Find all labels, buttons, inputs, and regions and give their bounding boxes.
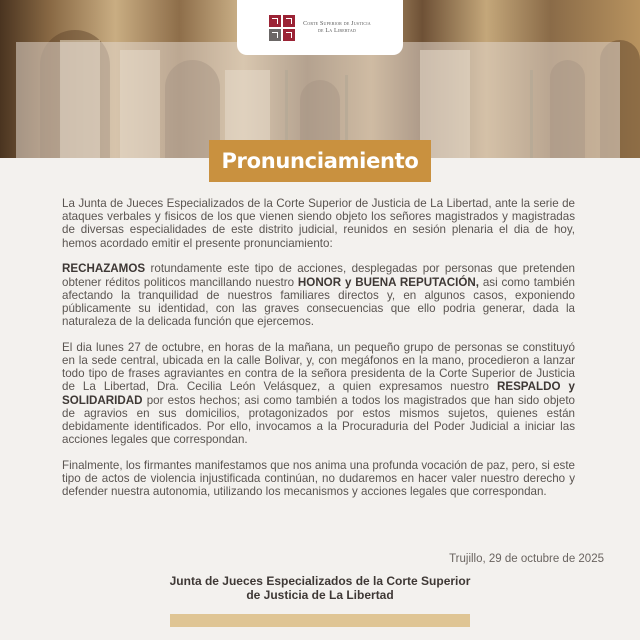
decorative-bar xyxy=(170,614,470,627)
paragraph-intro: La Junta de Jueces Especializados de la Corte Superior de Justicia de La Libertad, ante la serie de ataques verbales y fisicos de los que vienen siendo objeto los señores magistrados y magistradas de diversas especialidades de este distrito judicial, reunidos en sesión plenaria el dia de hoy, hemos acordado emitir el presente pronunciamiento: xyxy=(62,197,575,250)
logo-card xyxy=(237,0,403,55)
court-logo-icon xyxy=(269,15,295,41)
signature-line-2: de Justicia de La Libertad xyxy=(246,588,394,602)
paragraph-events: El dia lunes 27 de octubre, en horas de la mañana, un pequeño grupo de personas se constituyó en la sede central, ubicada en la calle Bolivar, y, con megáfonos en la mano, procedieron a lanzar todo tipo de frases agraviantes en contra de la señora presidenta de la Corte Superior de Justicia de La Libertad, Dra. Cecilia León Velásquez, a quien expresamos nuestro RESPALDO y SOLIDARIDAD por estos hechos; asi como también a todos los magistrados que han sido objeto de agravios en sus domicilios, protagonizados por estos mismos sujetos, quienes están debidamente identificados. Por ello, invocamos a la Procuraduria del Poder Judicial a iniciar las acciones legales que correspondan. xyxy=(62,340,575,447)
paragraph-closing: Finalmente, los firmantes manifestamos que nos anima una profunda vocación de paz, pero, si este tipo de actos de violencia injustificada continúan, no dudaremos en hacer valer nuestro derecho y defender nuestra autonomia, utilizando los mecanismos y acciones legales que correspondan. xyxy=(62,458,575,499)
logo-line-2: de La Libertad xyxy=(317,27,357,34)
statement-body xyxy=(62,197,575,511)
paragraph-rechazamos: RECHAZAMOS rotundamente este tipo de acciones, desplegadas por personas que pretenden obtener réditos politicos mancillando nuestro HONOR y BUENA REPUTACIÓN, asi como también afectando la tranquilidad de nuestros familiares directos y, en algunos casos, exponiendo públicamente su identidad, con las graves consecuencias que ello podria generar, dada la naturaleza de la delicada función que ejercemos. xyxy=(62,262,575,329)
bold-text: HONOR y BUENA REPUTACIÓN, xyxy=(297,275,479,289)
bold-text: RECHAZAMOS xyxy=(62,262,146,276)
page-title: Pronunciamiento xyxy=(209,140,431,182)
bold-text: RESPALDO y SOLIDARIDAD xyxy=(62,380,575,407)
signature xyxy=(130,574,510,602)
signature-line-1: Junta de Jueces Especializados de la Corte Superior xyxy=(169,574,471,588)
logo-line-1: Corte Superior de Justicia xyxy=(303,20,371,27)
statement-date: Trujillo, 29 de octubre de 2025 xyxy=(449,553,604,565)
logo-text xyxy=(303,21,371,35)
